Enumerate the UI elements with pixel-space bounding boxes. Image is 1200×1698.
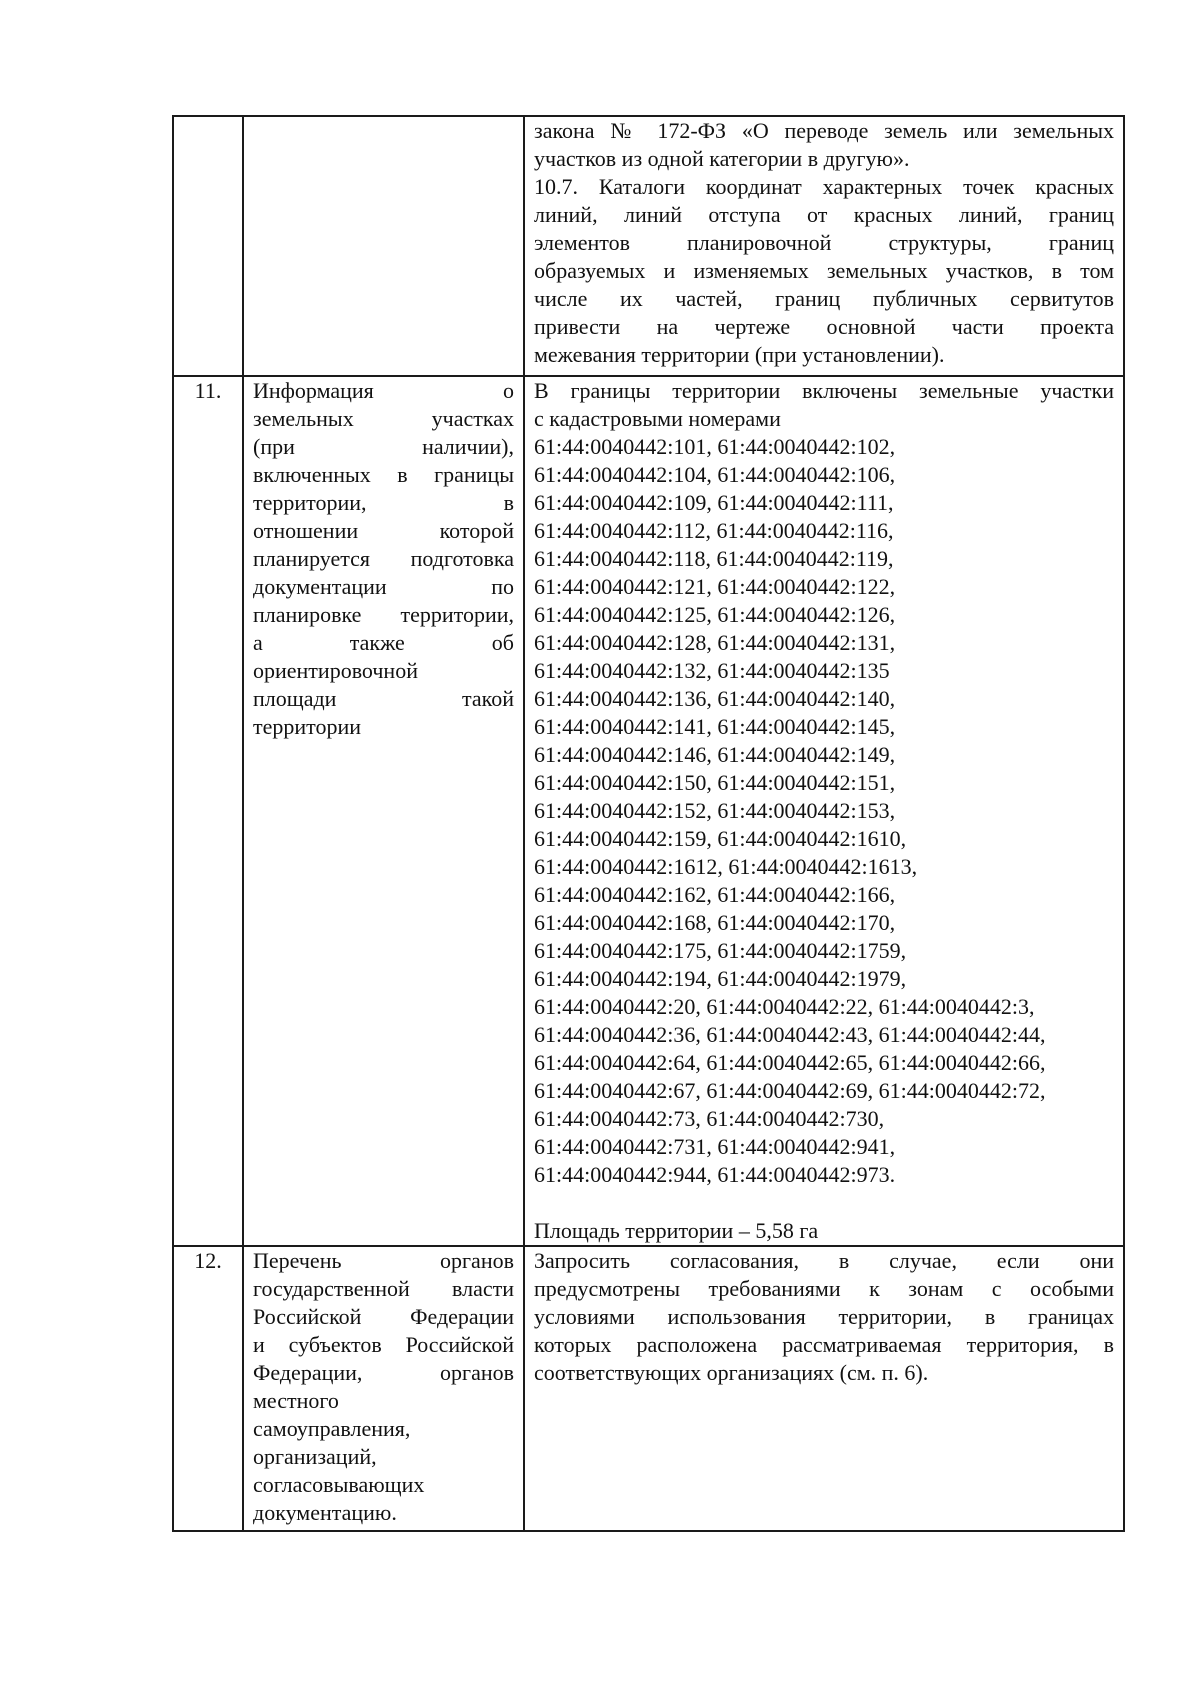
row-number-cell [173,1246,243,1531]
label-line: согласовывающих [253,1472,425,1497]
cadastral-line: 61:44:0040442:132, 61:44:0040442:135 [534,658,890,683]
label-line: государственной власти [253,1276,514,1301]
text-line: Запросить согласования, в случае, если они [534,1248,1114,1273]
row-label-cell [243,376,524,1246]
text-line: закона № 172-ФЗ «О переводе земель или земельных [534,118,1114,143]
cadastral-line: 61:44:0040442:128, 61:44:0040442:131, [534,630,896,655]
blank-line [534,1189,1114,1217]
label-line: Российской Федерации [253,1304,514,1329]
label-line: планируется подготовка [253,546,514,571]
cadastral-line: 61:44:0040442:141, 61:44:0040442:145, [534,714,896,739]
text-line: образуемых и изменяемых земельных участков, в том [534,258,1114,283]
label-line: территории [253,714,362,739]
text-line: которых расположена рассматриваемая территория, в [534,1332,1114,1357]
label-line: территории, в [253,490,514,515]
cadastral-line: 61:44:0040442:104, 61:44:0040442:106, [534,462,896,487]
row-number-cell [173,116,243,376]
cadastral-line: 61:44:0040442:152, 61:44:0040442:153, [534,798,896,823]
cadastral-line: 61:44:0040442:109, 61:44:0040442:111, [534,490,894,515]
row-number-cell [173,376,243,1246]
cadastral-line: 61:44:0040442:146, 61:44:0040442:149, [534,742,896,767]
cadastral-line: 61:44:0040442:162, 61:44:0040442:166, [534,882,896,907]
cadastral-line: 61:44:0040442:73, 61:44:0040442:730, [534,1106,885,1131]
row-label-cell [243,1246,524,1531]
row-value-cell [524,376,1124,1246]
intro-line: В границы территории включены земельные участки [534,378,1114,403]
cadastral-line: 61:44:0040442:159, 61:44:0040442:1610, [534,826,907,851]
cadastral-line: 61:44:0040442:194, 61:44:0040442:1979, [534,966,907,991]
cadastral-line: 61:44:0040442:125, 61:44:0040442:126, [534,602,896,627]
label-line: документацию. [253,1500,397,1525]
intro-line: с кадастровыми номерами [534,406,781,431]
label-line: отношении которой [253,518,514,543]
cadastral-line: 61:44:0040442:731, 61:44:0040442:941, [534,1134,896,1159]
row-value-cell [524,1246,1124,1531]
cadastral-line: 61:44:0040442:121, 61:44:0040442:122, [534,574,896,599]
cadastral-line: 61:44:0040442:168, 61:44:0040442:170, [534,910,896,935]
label-line: (при наличии), [253,434,514,459]
label-line: а также об [253,630,514,655]
cadastral-line: 61:44:0040442:101, 61:44:0040442:102, [534,434,896,459]
row-number: 12. [194,1248,222,1273]
cadastral-line: 61:44:0040442:112, 61:44:0040442:116, [534,518,894,543]
label-line: Перечень органов [253,1248,514,1273]
label-line: местного [253,1388,339,1413]
row-value-cell [524,116,1124,376]
label-line: самоуправления, [253,1416,411,1441]
text-line: участков из одной категории в другую». [534,146,910,171]
text-line: предусмотрены требованиями к зонам с особыми [534,1276,1114,1301]
table-row-11 [173,376,1124,1246]
cadastral-line: 61:44:0040442:118, 61:44:0040442:119, [534,546,894,571]
text-line: линий, линий отступа от красных линий, границ [534,202,1114,227]
cadastral-line: 61:44:0040442:20, 61:44:0040442:22, 61:44:0040442:3, [534,994,1035,1019]
cadastral-line: 61:44:0040442:136, 61:44:0040442:140, [534,686,896,711]
cadastral-line: 61:44:0040442:944, 61:44:0040442:973. [534,1162,896,1187]
text-line: условиями использования территории, в границах [534,1304,1114,1329]
cadastral-line: 61:44:0040442:67, 61:44:0040442:69, 61:44:0040442:72, [534,1078,1046,1103]
cadastral-line: 61:44:0040442:36, 61:44:0040442:43, 61:44:0040442:44, [534,1022,1046,1047]
label-line: Информация о [253,378,514,403]
text-line: соответствующих организациях (см. п. 6). [534,1360,929,1385]
text-line: 10.7. Каталоги координат характерных точек красных [534,174,1114,199]
territory-area: Площадь территории – 5,58 га [534,1218,819,1243]
cadastral-line: 61:44:0040442:175, 61:44:0040442:1759, [534,938,907,963]
cadastral-line: 61:44:0040442:64, 61:44:0040442:65, 61:44:0040442:66, [534,1050,1046,1075]
row-number: 11. [194,378,222,403]
label-line: Федерации, органов [253,1360,514,1385]
label-line: организаций, [253,1444,377,1469]
table-row-continuation [173,116,1124,376]
label-line: площади такой [253,686,514,711]
label-line: ориентировочной [253,658,418,683]
cadastral-number-list [534,433,1114,1189]
text-line: элементов планировочной структуры, границ [534,230,1114,255]
label-line: земельных участках [253,406,514,431]
label-line: включенных в границы [253,462,514,487]
label-line: и субъектов Российской [253,1332,514,1357]
cadastral-line: 61:44:0040442:1612, 61:44:0040442:1613, [534,854,918,879]
text-line: межевания территории (при установлении). [534,342,945,367]
approval-requirements-table [172,115,1125,1532]
text-line: числе их частей, границ публичных сервитутов [534,286,1114,311]
label-line: планировке территории, [253,602,514,627]
row-label-cell [243,116,524,376]
label-line: документации по [253,574,514,599]
table-row-12 [173,1246,1124,1531]
text-line: привести на чертеже основной части проекта [534,314,1114,339]
cadastral-line: 61:44:0040442:150, 61:44:0040442:151, [534,770,896,795]
